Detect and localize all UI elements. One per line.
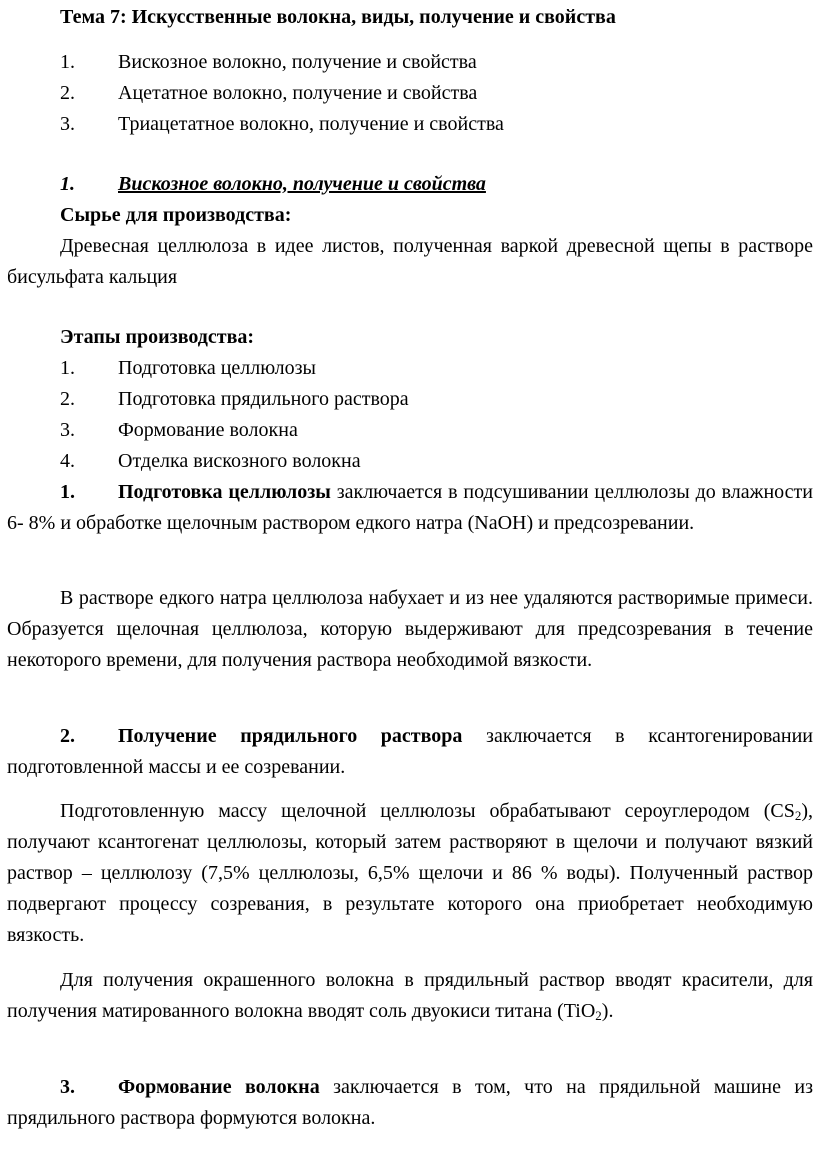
list-text: Вискозное волокно, получение и свойства <box>118 51 477 73</box>
section-number: 1. <box>60 173 75 195</box>
paragraph-text: заключается в ксантогенировании подготовленной массы и ее созревании. <box>7 725 814 778</box>
paragraph-spinning-solution <box>7 721 813 783</box>
subscript: 2 <box>595 1008 602 1023</box>
list-number: 1. <box>60 51 75 73</box>
paragraph-text: ). <box>601 1000 614 1022</box>
topic-list-item <box>60 47 477 78</box>
raw-material-heading: Сырье для производства: <box>60 204 292 226</box>
list-number: 2. <box>60 82 75 104</box>
list-text: Подготовка прядильного раствора <box>118 388 409 410</box>
stages-heading: Этапы производства: <box>60 326 255 348</box>
paragraph-cellulose-prep <box>7 477 813 539</box>
paragraph-dyes <box>7 965 813 1027</box>
paragraph-text: заключается в том, что на прядильной машине из прядильного раствора формуются волокна. <box>7 1076 813 1129</box>
stage-list-item <box>60 384 409 415</box>
list-number: 3. <box>60 113 75 135</box>
topic-list-item <box>60 78 477 109</box>
paragraph-text: заключается в подсушивании целлюлозы до влажности 6- 8% и обработке щелочным раствором едкого натра (NaOH) и предсозревании. <box>7 481 813 534</box>
paragraph-text: Для получения окрашенного волокна в прядильный раствор вводят красители, для получения матированного волокна вводят соль двуокиси титана (TiO <box>7 969 813 1022</box>
paragraph-number: 2. <box>60 725 75 747</box>
paragraph-number: 3. <box>60 1076 75 1098</box>
stage-list-item <box>60 415 298 446</box>
paragraph-number: 1. <box>60 481 75 503</box>
paragraph-lead: Подготовка целлюлозы <box>118 481 331 503</box>
list-text: Подготовка целлюлозы <box>118 357 316 379</box>
topic-title: Тема 7: Искусственные волокна, виды, получение и свойства <box>60 6 616 28</box>
list-text: Ацетатное волокно, получение и свойства <box>118 82 478 104</box>
paragraph-fiber-forming <box>7 1072 813 1134</box>
list-number: 3. <box>60 419 75 441</box>
paragraph-text: ), получают ксантогенат целлюлозы, который затем растворяют в щелочи и получают вязкий раствор – целлюлозу (7,5% целлюлозы, 6,5% щелочи и 86 % воды). Полученный раствор подвергают процессу созревания, в результате которого она приобретает необходимую вязкость. <box>7 800 813 946</box>
topic-list-item <box>60 109 504 140</box>
section-heading <box>60 169 486 200</box>
paragraph-lead: Формование волокна <box>118 1076 320 1098</box>
stage-list-item <box>60 446 361 477</box>
raw-material-text: Древесная целлюлоза в идее листов, полученная варкой древесной щепы в растворе бисульфата кальция <box>7 235 813 288</box>
section-title: Вискозное волокно, получение и свойства <box>118 173 486 195</box>
list-text: Формование волокна <box>118 419 298 441</box>
list-text: Триацетатное волокно, получение и свойства <box>118 113 504 135</box>
stage-list-item <box>60 353 316 384</box>
list-number: 4. <box>60 450 75 472</box>
list-number: 2. <box>60 388 75 410</box>
paragraph-text: Подготовленную массу щелочной целлюлозы обрабатывают сероуглеродом (CS <box>60 800 795 822</box>
paragraph-soda-treatment: В растворе едкого натра целлюлоза набухает и из нее удаляются растворимые примеси. Образуется щелочная целлюлоза, которую выдерживают для предсозревания в течение некоторого времени, для получения раствора необходимой вязкости. <box>7 587 813 671</box>
subscript: 2 <box>794 808 802 823</box>
paragraph-lead: Получение прядильного раствора <box>118 725 463 747</box>
list-text: Отделка вискозного волокна <box>118 450 361 472</box>
paragraph-xanthation <box>7 796 813 951</box>
list-number: 1. <box>60 357 75 379</box>
